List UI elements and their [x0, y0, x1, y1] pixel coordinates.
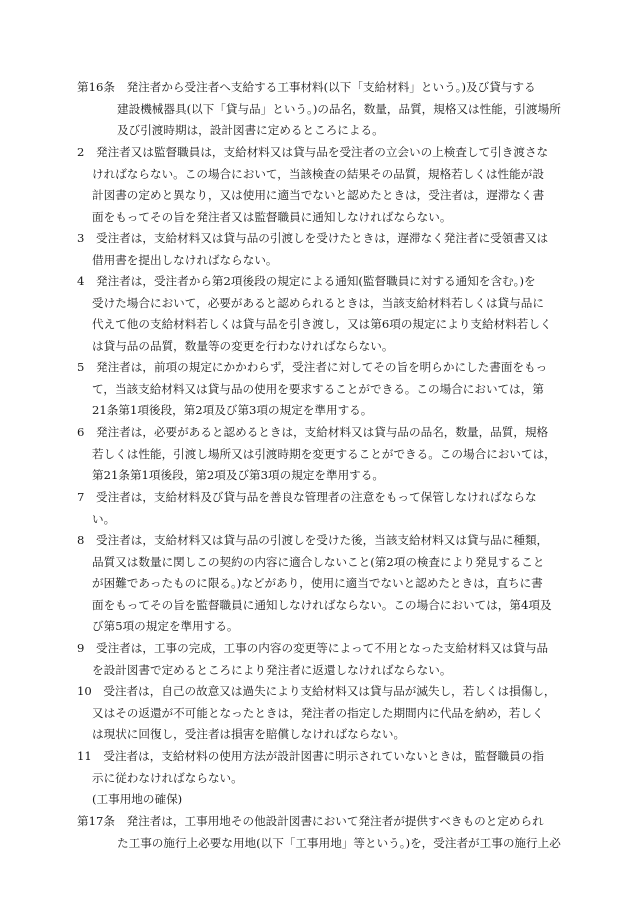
text-line: 4 発注者は，受注者から第2項後段の規定による通知(監督職員に対する通知を含む。)を	[77, 274, 536, 288]
text-line: 及び引渡時期は，設計図書に定めるところによる。	[117, 123, 384, 138]
text-line: 6 発注者は，必要があると認めるときは，支給材料又は貸与品の品名，数量，品質，規格	[77, 425, 549, 439]
text-line: 面をもってその旨を発注者又は監督職員に通知しなければならない。	[92, 209, 452, 224]
text-line: 第21条第1項後段，第2項及び第3項の規定を準用する。	[92, 468, 384, 483]
text-line: 第16条 発注者から受注者へ支給する工事材料(以下「支給材料」という。)及び貸与する	[77, 80, 536, 94]
text-line: 面をもってその旨を監督職員に通知しなければならない。この場合においては，第4項及	[92, 597, 552, 612]
paragraph-2	[77, 142, 557, 228]
text-line: 又はその返還が不可能となったときは，発注者の指定した期間内に代品を納め，若しく	[92, 705, 544, 720]
text-line: 示に従わなければならない。	[92, 770, 243, 785]
paragraph-4	[77, 271, 557, 357]
text-line: 9 受注者は，工事の完成，工事の内容の変更等によって不用となった支給材料又は貸与品	[77, 641, 549, 655]
paragraph-8	[77, 530, 557, 638]
article-16	[77, 77, 561, 142]
paragraph-5	[77, 357, 557, 422]
text-line: て，当該支給材料又は貸与品の使用を要求することができる。この場合においては，第	[92, 381, 544, 396]
text-line: 8 受注者は，支給材料又は貸与品の引渡しを受けた後，当該支給材料又は貸与品に種類，	[77, 533, 549, 547]
text-line: 5 発注者は，前項の規定にかかわらず，受注者に対してその旨を明らかにした書面をもっ	[77, 360, 548, 374]
text-line: び第5項の規定を準用する。	[92, 619, 239, 634]
text-line: 21条第1項後段，第2項及び第3項の規定を準用する。	[92, 403, 373, 418]
paragraph-3	[77, 228, 557, 271]
text-line: い。	[92, 511, 116, 526]
text-line: 10 受注者は，自己の故意又は過失により支給材料又は貸与品が滅失し，若しくは損傷し，	[77, 684, 556, 698]
text-line: 第17条 発注者は，工事用地その他設計図書において発注者が提供すべきものと定められ	[77, 814, 544, 828]
text-line: は貸与品の品質，数量等の変更を行わなければならない。	[92, 338, 394, 353]
text-line: 7 受注者は，支給材料及び貸与品を善良な管理者の注意をもって保管しなければならな	[77, 490, 537, 504]
text-line: ければならない。この場合において，当該検査の結果その品質，規格若しくは性能が設	[92, 166, 544, 181]
text-line: 品質又は数量に関しこの契約の内容に適合しないこと(第2項の検査により発見すること	[92, 554, 545, 569]
paragraph-7	[77, 487, 557, 530]
text-line: 若しくは性能，引渡し場所又は引渡時期を変更することができる。この場合においては，	[92, 446, 556, 461]
text-line: を設計図書で定めるところにより発注者に返還しなければならない。	[92, 662, 452, 677]
text-line: 借用書を提出しなければならない。	[92, 252, 278, 267]
paragraph-10	[77, 681, 557, 746]
text-line: た工事の施行上必要な用地(以下「工事用地」等という。)を，受注者が工事の施行上必	[117, 835, 561, 850]
text-line: は現状に回復し，受注者は損害を賠償しなければならない。	[92, 727, 406, 742]
text-line: 建設機械器具(以下「貸与品」という。)の品名，数量，品質，規格又は性能，引渡場所	[117, 101, 561, 116]
paragraph-9	[77, 638, 557, 681]
text-line: が困難であったものに限る。)などがあり，使用に適当でないと認めたときは，直ちに書	[92, 576, 543, 591]
section-heading-17: (工事用地の確保)	[92, 792, 183, 806]
text-line: 11 受注者は，支給材料の使用方法が設計図書に明示されていないときは，監督職員の指	[77, 749, 544, 763]
paragraph-6	[77, 422, 557, 487]
text-line: 3 受注者は，支給材料又は貸与品の引渡しを受けたときは，遅滞なく発注者に受領書又は	[77, 231, 549, 245]
text-line: 計図書の定めと異なり，又は使用に適当でないと認めたときは，受注者は，遅滞なく書	[92, 188, 545, 203]
article-17	[77, 811, 561, 854]
text-line: 受けた場合において，必要があると認められるときは，当該支給材料若しくは貸与品に	[92, 295, 544, 310]
text-line: 2 発注者又は監督職員は，支給材料又は貸与品を受注者の立会いの上検査して引き渡さな	[77, 145, 549, 159]
text-line: 代えて他の支給材料若しくは貸与品を引き渡し，又は第6項の規定により支給材料若しく	[92, 317, 552, 332]
paragraph-11	[77, 746, 557, 789]
